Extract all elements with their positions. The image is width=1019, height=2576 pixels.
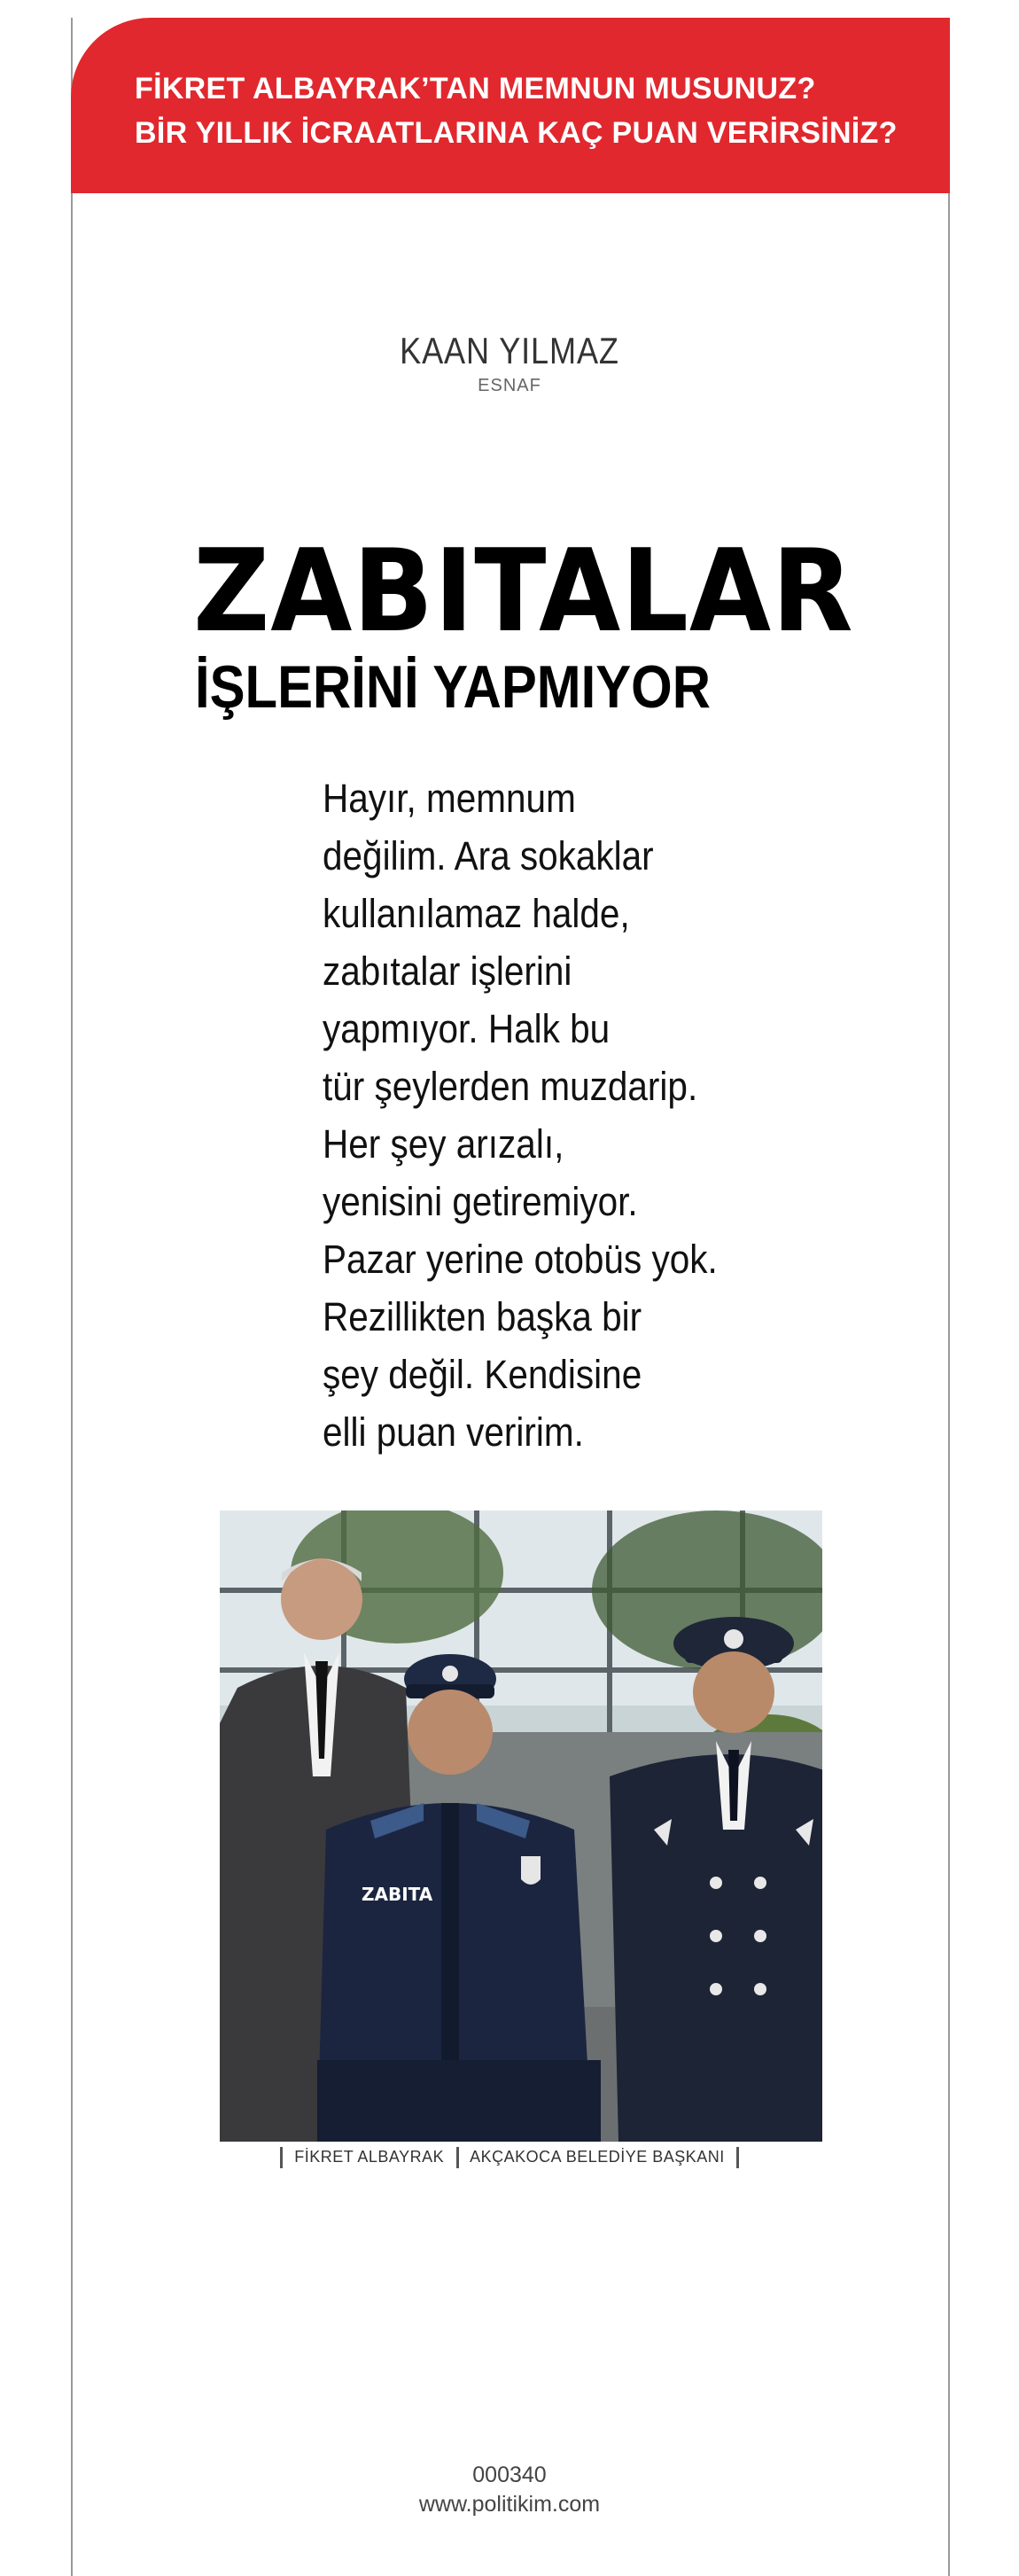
site-url: www.politikim.com [418,2492,601,2517]
quote-line: yapmıyor. Halk bu [323,1006,611,1051]
photo-officials [220,1510,822,2142]
quote-line: değilim. Ara sokaklar [323,833,654,878]
quote-line: kullanılamaz halde, [323,891,630,936]
photo-illustration [220,1510,822,2142]
quote-line: zabıtalar işlerini [323,948,572,994]
photo-caption [0,2147,1019,2168]
caption-name: FİKRET ALBAYRAK [294,2147,445,2166]
caption-divider [280,2147,283,2168]
interviewee-role: ESNAF [478,376,541,395]
header-banner [71,18,950,193]
quote-line: Rezillikten başka bir [323,1294,642,1339]
quote-line: şey değil. Kendisine [323,1352,642,1397]
quote-body [323,769,819,1461]
uniform-badge-text: ZABITA [362,1884,433,1905]
quote-line: yenisini getiremiyor. [323,1179,638,1224]
interviewee-name: KAAN YILMAZ [400,330,619,371]
caption-divider [456,2147,459,2168]
page-number: 000340 [472,2463,547,2487]
quote-line: Pazar yerine otobüs yok. [323,1237,718,1282]
quote-line: Her şey arızalı, [323,1121,564,1167]
headline: ZABITALAR [193,526,854,658]
quote-line: Hayır, memnum [323,776,576,821]
banner-line-2: BİR YILLIK İCRAATLARINA KAÇ PUAN VERİRSİNİZ? [135,116,898,150]
subheadline: İŞLERİNİ YAPMIYOR [195,653,711,721]
interviewee [0,330,1019,396]
caption-title: AKÇAKOCA BELEDİYE BAŞKANI [470,2147,725,2166]
page-footer [0,2463,1019,2517]
quote-line: tür şeylerden muzdarip. [323,1064,698,1109]
caption-divider [736,2147,739,2168]
quote-line: elli puan veririm. [323,1409,584,1455]
banner-line-1: FİKRET ALBAYRAK’TAN MEMNUN MUSUNUZ? [135,72,816,105]
